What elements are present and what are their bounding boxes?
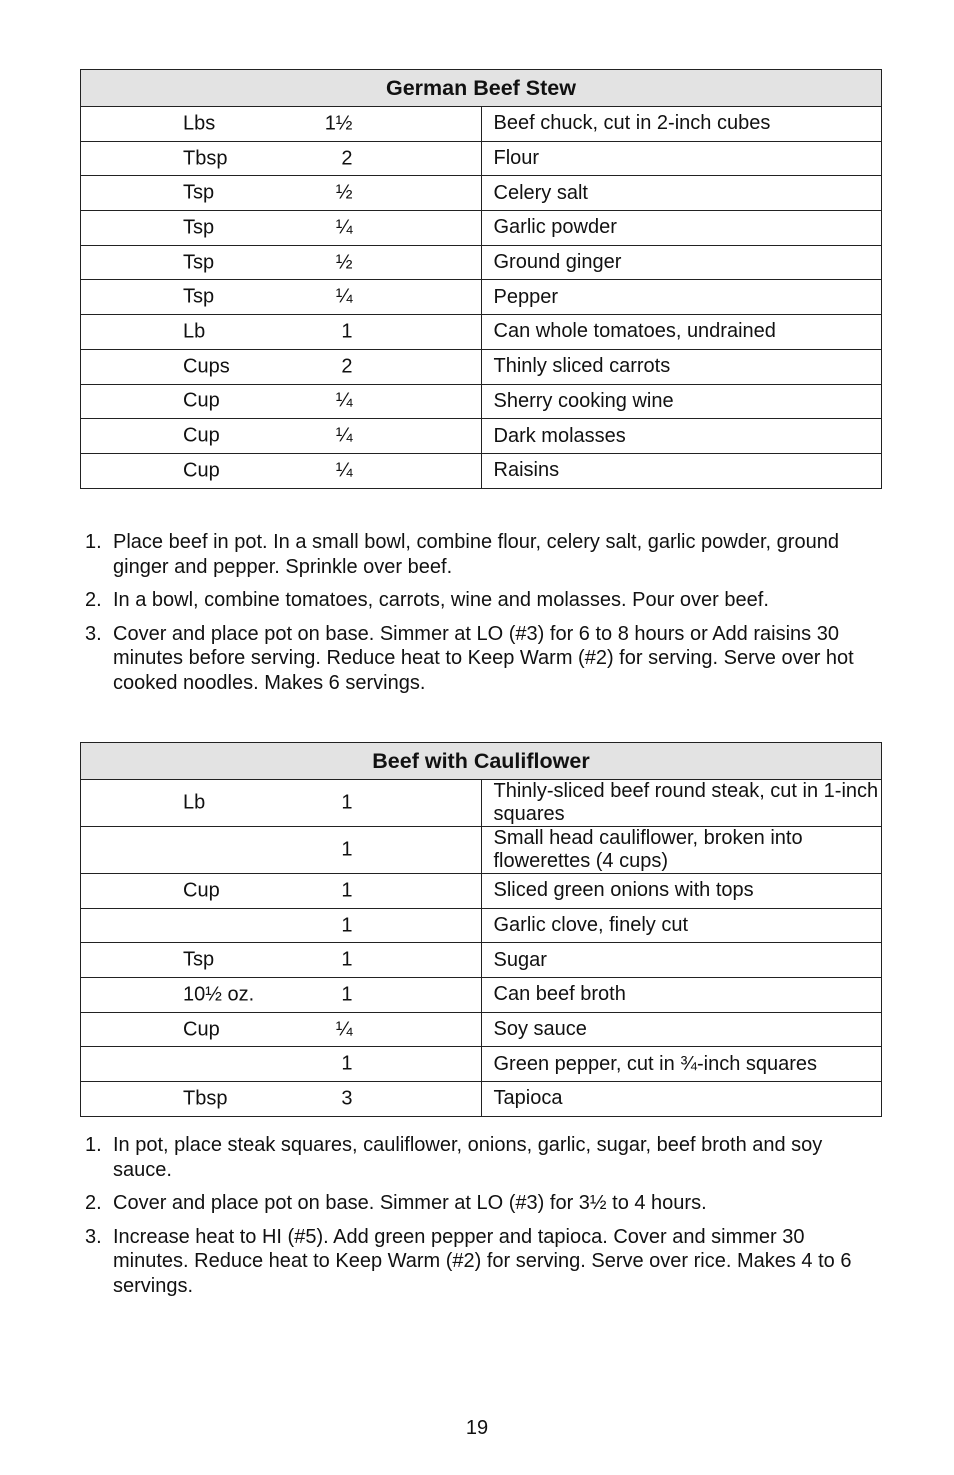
ingredient-row [81, 453, 882, 488]
instruction-step [85, 588, 885, 613]
instruction-step [85, 1225, 885, 1299]
ingredient-row [81, 211, 882, 246]
ingredient-item: Thinly sliced carrots [481, 349, 882, 384]
step-text: Cover and place pot on base. Simmer at LO (#3) for 6 to 8 hours or Add raisins 30 minutes before serving. Reduce heat to Keep Warm (#2) for serving. Serve over hot cooked noodles. Makes 6 servings. [113, 622, 854, 694]
ingredient-qty: ½ [335, 181, 353, 204]
ingredient-item: Thinly-sliced beef round steak, cut in 1-inch squares [481, 780, 882, 827]
ingredient-qty: 1½ [324, 112, 353, 135]
ingredient-row [81, 384, 882, 419]
step-number: 2. [85, 1192, 102, 1214]
ingredient-unit: 10½ oz. [183, 983, 255, 1006]
ingredient-row [81, 1047, 882, 1082]
instruction-step [85, 622, 885, 696]
ingredient-item: Can whole tomatoes, undrained [481, 315, 882, 350]
ingredient-unit: Lbs [183, 112, 216, 135]
page-number: 19 [465, 1417, 489, 1439]
recipe-title: German Beef Stew [81, 70, 882, 107]
ingredient-row [81, 1012, 882, 1047]
ingredient-qty: ¼ [335, 285, 353, 308]
instruction-step [85, 1133, 885, 1182]
ingredient-row [81, 978, 882, 1013]
step-number: 1. [85, 1134, 102, 1156]
ingredient-item: Celery salt [481, 176, 882, 211]
ingredient-qty: 2 [341, 147, 353, 170]
ingredient-row [81, 315, 882, 350]
step-number: 2. [85, 589, 102, 611]
ingredient-unit: Lb [183, 791, 206, 814]
instructions-german-beef-stew [85, 530, 885, 704]
ingredient-item: Raisins [481, 453, 882, 488]
step-text: In pot, place steak squares, cauliflower, onions, garlic, sugar, beef broth and soy sauce. [113, 1134, 823, 1181]
step-text: Place beef in pot. In a small bowl, combine flour, celery salt, garlic powder, ground ginger and pepper. Sprinkle over beef. [113, 531, 839, 578]
ingredient-item: Sherry cooking wine [481, 384, 882, 419]
ingredient-row [81, 176, 882, 211]
ingredient-unit: Lb [183, 320, 206, 343]
ingredient-qty: 3 [341, 1087, 353, 1110]
ingredient-unit: Tsp [183, 285, 215, 308]
ingredient-unit: Tbsp [183, 147, 228, 170]
ingredient-unit: Cup [183, 879, 220, 902]
ingredient-unit: Tsp [183, 251, 215, 274]
instructions-beef-with-cauliflower [85, 1133, 885, 1307]
ingredient-row [81, 1082, 882, 1117]
ingredient-qty: ¼ [335, 1018, 353, 1041]
ingredient-row [81, 419, 882, 454]
ingredient-qty: 1 [341, 838, 353, 861]
ingredient-row [81, 349, 882, 384]
ingredient-qty: 1 [341, 1052, 353, 1075]
ingredient-unit: Tsp [183, 216, 215, 239]
ingredient-row [81, 107, 882, 142]
recipe-title: Beef with Cauliflower [81, 743, 882, 780]
ingredient-qty: ¼ [335, 389, 353, 412]
ingredient-qty: 1 [341, 791, 353, 814]
ingredient-item: Dark molasses [481, 419, 882, 454]
ingredient-item: Ground ginger [481, 245, 882, 280]
ingredient-qty: 1 [341, 914, 353, 937]
ingredient-item: Beef chuck, cut in 2-inch cubes [481, 107, 882, 142]
ingredient-item: Soy sauce [481, 1012, 882, 1047]
step-text: Increase heat to HI (#5). Add green pepper and tapioca. Cover and simmer 30 minutes. Reduce heat to Keep Warm (#2) for serving. Serve over rice. Makes 4 to 6 servings. [113, 1225, 852, 1297]
ingredient-qty: 2 [341, 355, 353, 378]
ingredient-item: Pepper [481, 280, 882, 315]
ingredient-qty: ¼ [335, 424, 353, 447]
ingredient-qty: 1 [341, 879, 353, 902]
ingredient-item: Garlic clove, finely cut [481, 908, 882, 943]
step-text: Cover and place pot on base. Simmer at LO (#3) for 3½ to 4 hours. [113, 1192, 707, 1214]
ingredient-unit: Cup [183, 424, 220, 447]
ingredient-unit: Cups [183, 355, 230, 378]
ingredient-unit: Cup [183, 389, 220, 412]
ingredients-table-german-beef-stew [80, 69, 882, 489]
ingredient-unit: Tsp [183, 181, 215, 204]
ingredient-unit: Tsp [183, 948, 215, 971]
ingredient-unit: Tbsp [183, 1087, 228, 1110]
step-number: 3. [85, 1225, 102, 1248]
ingredient-item: Sliced green onions with tops [481, 874, 882, 909]
ingredient-item: Tapioca [481, 1082, 882, 1117]
ingredient-unit: Cup [183, 459, 220, 482]
ingredient-item: Small head cauliflower, broken into flowerettes (4 cups) [481, 827, 882, 874]
ingredient-row [81, 245, 882, 280]
ingredient-unit: Cup [183, 1018, 220, 1041]
ingredient-row [81, 874, 882, 909]
instruction-step [85, 1191, 885, 1216]
ingredient-qty: ½ [335, 251, 353, 274]
ingredient-row [81, 908, 882, 943]
ingredient-item: Sugar [481, 943, 882, 978]
instruction-step [85, 530, 885, 579]
ingredient-qty: ¼ [335, 459, 353, 482]
ingredient-row [81, 280, 882, 315]
ingredient-qty: ¼ [335, 216, 353, 239]
ingredient-qty: 1 [341, 948, 353, 971]
step-number: 3. [85, 622, 102, 645]
step-number: 1. [85, 531, 102, 553]
ingredient-row [81, 780, 882, 827]
ingredients-table-beef-with-cauliflower [80, 742, 882, 1117]
ingredient-row [81, 943, 882, 978]
ingredient-item: Can beef broth [481, 978, 882, 1013]
ingredient-item: Flour [481, 141, 882, 176]
ingredient-row [81, 827, 882, 874]
ingredient-item: Garlic powder [481, 211, 882, 246]
step-text: In a bowl, combine tomatoes, carrots, wine and molasses. Pour over beef. [113, 589, 769, 611]
ingredient-qty: 1 [341, 983, 353, 1006]
ingredient-item: Green pepper, cut in ¾-inch squares [481, 1047, 882, 1082]
ingredient-row [81, 141, 882, 176]
ingredient-qty: 1 [341, 320, 353, 343]
